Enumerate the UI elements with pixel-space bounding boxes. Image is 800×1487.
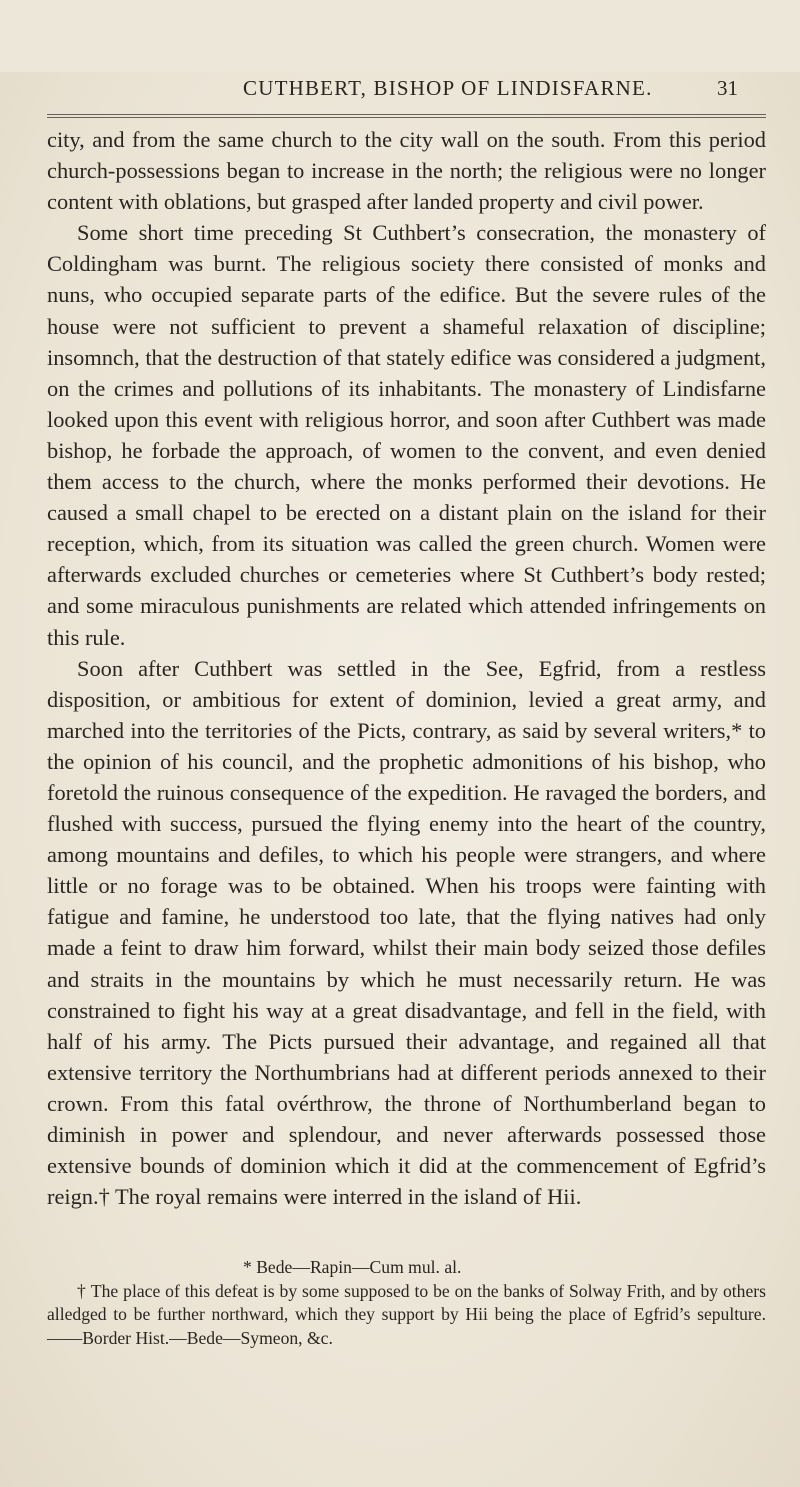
page-number: 31 [717,76,738,100]
footnotes [47,1256,766,1350]
running-head [47,72,766,112]
header-rule [47,114,766,118]
book-page [0,72,800,1487]
paragraph-2: Some short time preceding St Cuthbert’s consecration, the monastery of Coldingham was burnt. The religious society there consisted of monks and nuns, who occupied separate parts of the edifice. But the severe rules of the house were not sufficient to prevent a shameful relaxation of discipline; insomnch, that the destruction of that stately edifice was considered a judgment, on the crimes and pollutions of its inhabitants. The monastery of Lindisfarne looked upon this event with religious horror, and soon after Cuthbert was made bishop, he forbade the approach, of women to the convent, and even denied them access to the church, where the monks performed their devotions. He caused a small chapel to be erected on a distant plain on the island for their reception, which, from its situation was called the green church. Women were afterwards excluded churches or cemeteries where St Cuthbert’s body rested; and some miraculous punishments are related which attended infringements on this rule. [47,220,766,650]
running-title: CUTHBERT, BISHOP OF LINDISFARNE. [243,76,653,100]
paragraph-1: city, and from the same church to the city wall on the south. From this period church-possessions began to increase in the north; the religious were no longer content with oblations, but grasped after landed property and civil power. [47,127,766,215]
paragraph-3: Soon after Cuthbert was settled in the See, Egfrid, from a restless disposition, or ambitious for extent of dominion, levied a great army, and marched into the territories of the Picts, contrary, as said by several writers,* to the opinion of his council, and the prophetic admonitions of his bishop, who foretold the ruinous consequence of the expedition. He ravaged the borders, and flushed with success, pursued the flying enemy into the heart of the country, among mountains and defiles, to which his people were strangers, and where little or no forage was to be obtained. When his troops were fainting with fatigue and famine, he understood too late, that the flying natives had only made a feint to draw him forward, whilst their main body seized those defiles and straits in the mountains by which he must necessarily return. He was constrained to fight his way at a great disadvantage, and fell in the field, with half of his army. The Picts pursued their advantage, and regained all that extensive territory the Northumbrians had at different periods annexed to their crown. From this fatal ovérthrow, the throne of Northumberland began to diminish in power and splendour, and never afterwards possessed those extensive bounds of dominion which it did at the commencement of Egfrid’s reign.† The royal remains were interred in the island of Hii. [47,655,766,1210]
footnote-2: † The place of this defeat is by some supposed to be on the banks of Solway Frith, and by others alledged to be further northward, which they support by Hii being the place of Egfrid’s sepulture.——Border Hist.—Bede—Symeon, &c. [47,1280,766,1348]
body-text [47,124,766,1212]
footnote-1: * Bede—Rapin—Cum mul. al. [243,1257,462,1278]
